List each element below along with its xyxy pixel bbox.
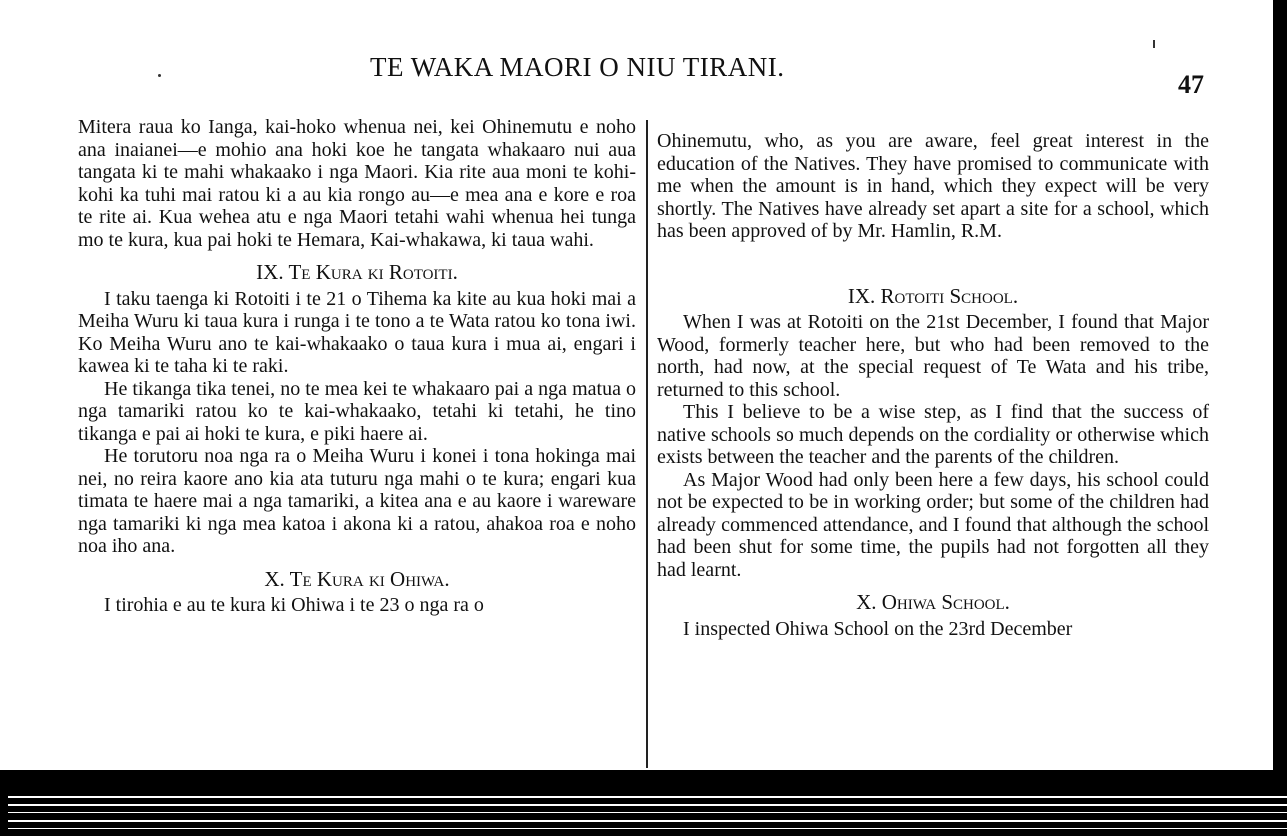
scan-line (8, 804, 1287, 806)
english-heading-ohiwa: X. Ohiwa School. (856, 590, 1010, 614)
scan-line (8, 796, 1287, 798)
page-number: 47 (1178, 70, 1204, 99)
scan-line (8, 812, 1287, 813)
speck-mark (1153, 40, 1155, 48)
english-paragraph-1: Ohinemutu, who, as you are aware, feel great interest in the education of the Natives. They have promised to communicate with me when the amount is in hand, which they expect will be very shortly. The Natives have already set apart a site for a school, which has been approved of by Mr. Hamlin, R.M. (657, 130, 1209, 242)
maori-paragraph-3: He tikanga tika tenei, no te mea kei te whakaaro pai a nga matua o nga tamariki ratou ko te kai-whakaako, tetahi ki tetahi, he tino tikanga e pai ai hoki te kura, e piki haere ai. (78, 377, 636, 445)
english-paragraph-2: When I was at Rotoiti on the 21st December, I found that Major Wood, formerly teacher here, but who had been removed to the north, had now, at the special request of Te Wata and his tribe, returned to this school. (657, 311, 1209, 401)
maori-paragraph-5: I tirohia e au te kura ki Ohiwa i te 23 o nga ra o (104, 594, 484, 616)
scan-bottom-border (0, 770, 1287, 836)
english-heading-rotoiti: IX. Rotoiti School. (847, 283, 1019, 308)
scan-line (8, 828, 1287, 829)
speck-mark (158, 74, 161, 77)
english-column (657, 130, 1209, 640)
column-divider (646, 120, 648, 768)
scan-line (8, 820, 1287, 822)
maori-heading-ohiwa: X. Te Kura ki Ohiwa. (264, 566, 450, 591)
english-paragraph-5: I inspected Ohiwa School on the 23rd December (683, 617, 1073, 640)
maori-paragraph-1: Mitera raua ko Ianga, kai-hoko whenua nei, kei Ohinemutu e noho ana inaianei—e mohio ana hoki koe he tangata whakaaro nui aua tangata ki te mahi whakaako i nga Maori. Kia rite aua moni te kohi-kohi ka tuhi mai ratou ki a au kia rongo au—e mea ana e kore e roa te rite ai. Kua wehea atu e nga Maori tetahi wahi whenua hei tunga mo te kura, kua pai hoki te Hemara, Kai-whakawa, ki taua wahi. (78, 116, 636, 251)
english-paragraph-4: As Major Wood had only been here a few days, his school could not be expected to be in working order; but some of the children had already commenced attendance, and I found that although the school had been shut for some time, the pupils had not forgotten all they had learnt. (657, 468, 1209, 581)
maori-paragraph-4: He torutoru noa nga ra o Meiha Wuru i konei i tona hokinga mai nei, no reira kaore ano kia ata tuturu nga mahi o te kura; engari kua timata te haere mai a nga tamariki, a kitea ana e au kaore i wareware nga tamariki ki nga mea katoa i akona ki a ratou, ahakoa roa e noho noa iho ana. (78, 445, 636, 557)
page-title: TE WAKA MAORI O NIU TIRANI. (370, 52, 785, 82)
maori-column (78, 116, 636, 617)
english-paragraph-3: This I believe to be a wise step, as I find that the success of native schools so much depends on the cordiality or otherwise which exists between the teacher and the parents of the children. (657, 401, 1209, 468)
maori-heading-rotoiti: IX. Te Kura ki Rotoiti. (256, 260, 458, 284)
maori-paragraph-2: I taku taenga ki Rotoiti i te 21 o Tihema ka kite au kua hoki mai a Meiha Wuru ki taua kura i runga i te tono a te Wata ratou ko tona iwi. Ko Meiha Wuru ano te kai-whakaako o taua kura i mua ai, engari i kawea ki te taha ki te raki. (78, 287, 636, 377)
scan-edge-shadow (1273, 0, 1287, 770)
